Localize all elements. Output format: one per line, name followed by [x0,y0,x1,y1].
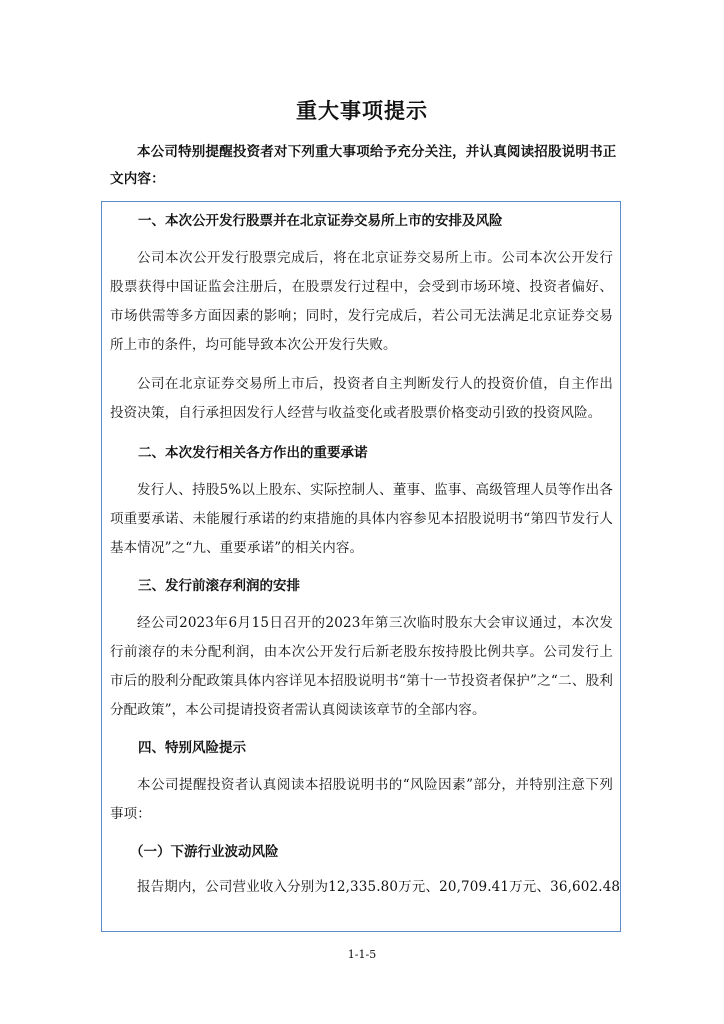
section-1-paragraph-1: 公司本次公开发行股票完成后，将在北京证券交易所上市。公司本次公开发行股票获得中国证监会注册后，在股票发行过程中，会受到市场环境、投资者偏好、市场供需等多方面因素的影响；同时，发行完成后，若公司无法满足北京证券交易所上市的条件，均可能导致本次公开发行失败。 [110,250,613,353]
section-2-paragraph-1: 发行人、持股5%以上股东、实际控制人、董事、监事、高级管理人员等作出各项重要承诺、未能履行承诺的约束措施的具体内容参见本招股说明书“第四节发行人基本情况”之“九、重要承诺”的相关内容。 [110,482,613,556]
section-4-paragraph-1: 本公司提醒投资者认真阅读本招股说明书的“风险因素”部分，并特别注意下列事项： [110,777,613,822]
page-title: 重大事项提示 [296,99,428,123]
intro-paragraph: 本公司特别提醒投资者对下列重大事项给予充分关注，并认真阅读招股说明书正文内容： [110,144,617,187]
section-3-paragraph-1: 经公司2023年6月15日召开的2023年第三次临时股东大会审议通过，本次发行前滚存的未分配利润，由本次公开发行后新老股东按持股比例共享。公司发行上市后的股利分配政策具体内容详见本招股说明书“第十一节投资者保护”之“二、股利分配政策”，本公司提请投资者需认真阅读该章节的全部内容。 [110,615,613,718]
subsection-heading-1: （一）下游行业波动风险 [130,844,279,860]
section-heading-4: 四、特别风险提示 [138,740,246,756]
section-heading-3: 三、发行前滚存利润的安排 [138,578,300,594]
section-1-paragraph-2: 公司在北京证券交易所上市后，投资者自主判断发行人的投资价值，自主作出投资决策，自行承担因发行人经营与收益变化或者股票价格变动引致的投资风险。 [110,376,613,421]
section-heading-1: 一、本次公开发行股票并在北京证券交易所上市的安排及风险 [138,213,503,229]
section-heading-2: 二、本次发行相关各方作出的重要承诺 [138,445,368,461]
subsection-1-paragraph-1: 报告期内，公司营业收入分别为12,335.80万元、20,709.41万元、36,602.48 [137,879,621,895]
highlight-box-content [110,208,621,902]
page-number: 1-1-5 [347,948,377,961]
highlight-box [101,201,621,932]
